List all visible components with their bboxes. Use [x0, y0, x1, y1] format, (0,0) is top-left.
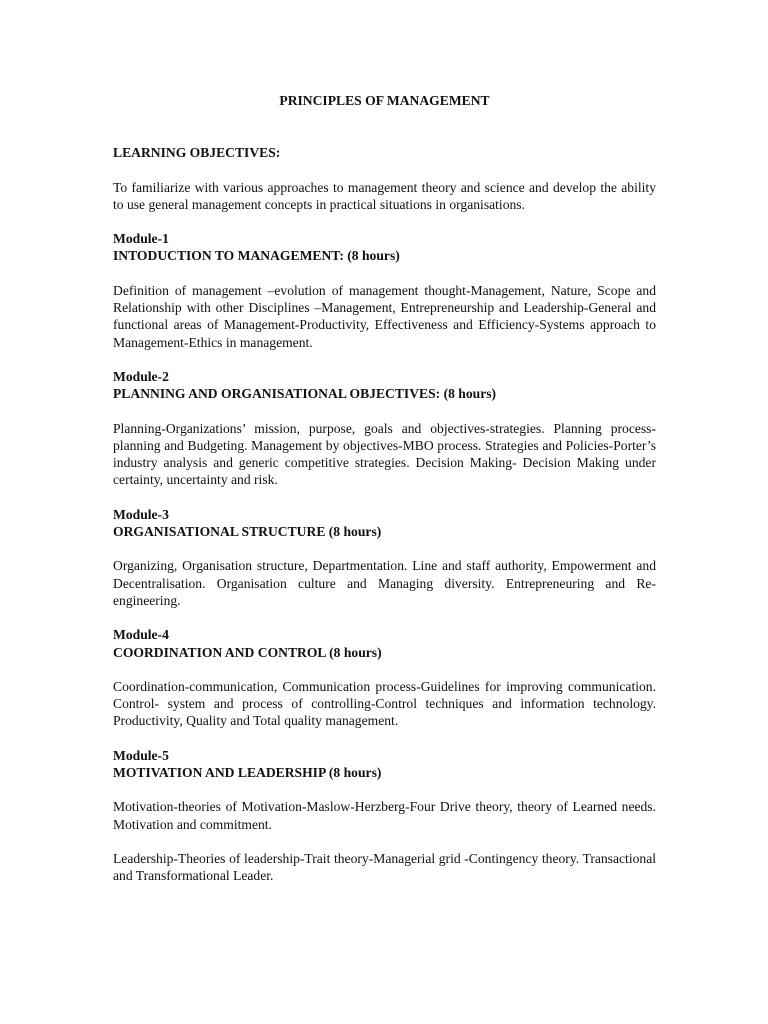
- module-header: [113, 747, 656, 782]
- module-2: [113, 368, 656, 489]
- module-number: Module-4: [113, 627, 169, 643]
- document-page: [113, 92, 656, 902]
- document-title: PRINCIPLES OF MANAGEMENT: [279, 93, 490, 108]
- module-5: [113, 747, 656, 885]
- module-4: [113, 626, 656, 729]
- module-header: [113, 506, 656, 541]
- module-3: [113, 506, 656, 609]
- module-title: PLANNING AND ORGANISATIONAL OBJECTIVES: (8 hours): [113, 386, 497, 402]
- objectives-heading: LEARNING OBJECTIVES:: [113, 145, 281, 161]
- module-paragraph: Leadership-Theories of leadership-Trait theory-Managerial grid -Contingency theory. Transactional and Transformational Leader.: [113, 850, 656, 884]
- module-paragraph: Motivation-theories of Motivation-Maslow-Herzberg-Four Drive theory, theory of Learned needs. Motivation and commitment.: [113, 799, 656, 832]
- module-paragraph: Organizing, Organisation structure, Departmentation. Line and staff authority, Empowerment and Decentralisation. Organisation culture and Managing diversity. Entrepreneuring and Re-engineering.: [113, 558, 656, 608]
- module-title: INTODUCTION TO MANAGEMENT: (8 hours): [113, 248, 400, 264]
- module-header: [113, 626, 656, 661]
- module-paragraph: Planning-Organizations’ mission, purpose, goals and objectives-strategies. Planning process-planning and Budgeting. Management by objectives-MBO process. Strategies and Policies-Porter’s industry analysis and generic competitive strategies. Decision Making- Decision Making under certainty, uncertainty and risk.: [113, 420, 656, 488]
- module-number: Module-2: [113, 368, 169, 384]
- objectives-text: To familiarize with various approaches to management theory and science and develop the ability to use general management concepts in practical situations in organisations.: [113, 179, 656, 212]
- module-title: ORGANISATIONAL STRUCTURE (8 hours): [113, 524, 382, 540]
- module-number: Module-5: [113, 747, 169, 763]
- module-1: [113, 230, 656, 351]
- module-number: Module-1: [113, 231, 169, 247]
- module-header: [113, 368, 656, 403]
- module-number: Module-3: [113, 506, 169, 522]
- module-header: [113, 230, 656, 265]
- module-title: COORDINATION AND CONTROL (8 hours): [113, 644, 382, 660]
- module-paragraph: Definition of management –evolution of management thought-Management, Nature, Scope and Relationship with other Disciplines –Management, Entrepreneurship and Leadership-General and functional areas of Management-Productivity, Effectiveness and Efficiency-Systems approach to Management-Ethics in management.: [113, 282, 656, 350]
- module-title: MOTIVATION AND LEADERSHIP (8 hours): [113, 765, 382, 781]
- module-paragraph: Coordination-communication, Communication process-Guidelines for improving communication. Control- system and process of controlling-Control techniques and information technology. Productivity, Quality and Total quality management.: [113, 678, 656, 729]
